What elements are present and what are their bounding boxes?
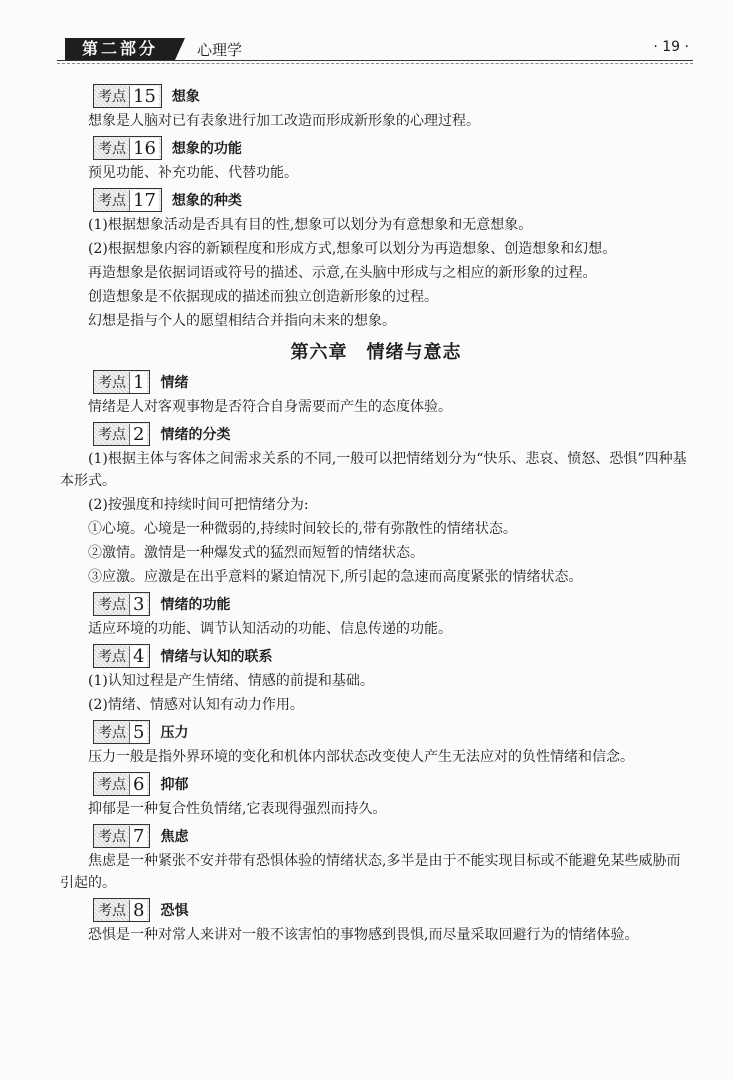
kaodian-badge bbox=[93, 136, 162, 160]
kaodian-title: 焦虑 bbox=[160, 829, 189, 845]
kaodian-heading bbox=[60, 592, 692, 616]
kaodian-badge bbox=[93, 422, 150, 446]
kaodian-badge-label: 考点 bbox=[98, 829, 126, 845]
paragraph: 再造想象是依据词语或符号的描述、示意,在头脑中形成与之相应的新形象的过程。 bbox=[88, 265, 597, 281]
kaodian-badge bbox=[93, 898, 150, 922]
kaodian-title: 情绪与认知的联系 bbox=[160, 649, 273, 665]
paragraph: 预见功能、补充功能、代替功能。 bbox=[88, 165, 298, 181]
kaodian-badge-label: 考点 bbox=[98, 375, 126, 391]
kaodian-heading bbox=[60, 136, 692, 160]
kaodian-badge bbox=[93, 370, 150, 394]
kaodian-badge bbox=[93, 188, 162, 212]
kaodian-heading bbox=[60, 188, 692, 212]
kaodian-title: 情绪的功能 bbox=[160, 597, 231, 613]
subject-title: 心理学 bbox=[197, 41, 243, 59]
paragraph: 恐惧是一种对常人来讲对一般不该害怕的事物感到畏惧,而尽量采取回避行为的情绪体验。 bbox=[88, 927, 639, 943]
kaodian-number: 17 bbox=[129, 190, 159, 211]
paragraph: 焦虑是一种紧张不安并带有恐惧体验的情绪状态,多半是由于不能实现目标或不能避免某些威胁而引起的。 bbox=[60, 853, 681, 891]
kaodian-heading bbox=[60, 370, 692, 394]
kaodian-heading bbox=[60, 824, 692, 848]
paragraph: (2)根据想象内容的新颖程度和形成方式,想象可以划分为再造想象、创造想象和幻想。 bbox=[88, 241, 617, 257]
kaodian-heading bbox=[60, 644, 692, 668]
paragraph: ③应激。应激是在出乎意料的紧迫情况下,所引起的急速而高度紧张的情绪状态。 bbox=[88, 569, 583, 585]
kaodian-badge bbox=[93, 84, 162, 108]
kaodian-title: 压力 bbox=[160, 725, 189, 741]
chapter-title: 第六章 情绪与意志 bbox=[290, 342, 462, 363]
kaodian-title: 情绪的分类 bbox=[160, 427, 231, 443]
kaodian-number: 4 bbox=[129, 646, 147, 667]
kaodian-number: 8 bbox=[129, 900, 147, 921]
kaodian-badge-label: 考点 bbox=[98, 141, 126, 157]
kaodian-badge bbox=[93, 720, 150, 744]
kaodian-badge-label: 考点 bbox=[98, 427, 126, 443]
kaodian-badge bbox=[93, 824, 150, 848]
kaodian-title: 恐惧 bbox=[160, 903, 189, 919]
paragraph: 创造想象是不依据现成的描述而独立创造新形象的过程。 bbox=[88, 289, 438, 305]
kaodian-badge-label: 考点 bbox=[98, 777, 126, 793]
kaodian-title: 想象的种类 bbox=[171, 193, 242, 209]
paragraph: 压力一般是指外界环境的变化和机体内部状态改变使人产生无法应对的负性情绪和信念。 bbox=[88, 749, 634, 765]
kaodian-badge-label: 考点 bbox=[98, 597, 126, 613]
kaodian-title: 情绪 bbox=[160, 375, 189, 391]
paragraph: 情绪是人对客观事物是否符合自身需要而产生的态度体验。 bbox=[88, 399, 452, 415]
paragraph: 幻想是指与个人的愿望相结合并指向未来的想象。 bbox=[88, 313, 396, 329]
part-label-notch bbox=[175, 38, 185, 60]
paragraph: (1)认知过程是产生情绪、情感的前提和基础。 bbox=[88, 673, 374, 689]
paragraph: 抑郁是一种复合性负情绪,它表现得强烈而持久。 bbox=[88, 801, 387, 817]
kaodian-heading bbox=[60, 422, 692, 446]
paragraph: 适应环境的功能、调节认知活动的功能、信息传递的功能。 bbox=[88, 621, 452, 637]
page-number: · 19 · bbox=[653, 39, 689, 55]
paragraph: ②激情。激情是一种爆发式的猛烈而短暂的情绪状态。 bbox=[88, 545, 424, 561]
kaodian-number: 1 bbox=[129, 372, 147, 393]
page-content bbox=[60, 80, 692, 946]
kaodian-heading bbox=[60, 772, 692, 796]
kaodian-number: 6 bbox=[129, 774, 147, 795]
kaodian-heading bbox=[60, 898, 692, 922]
kaodian-number: 7 bbox=[129, 826, 147, 847]
paragraph: (2)按强度和持续时间可把情绪分为: bbox=[88, 497, 309, 513]
kaodian-badge bbox=[93, 772, 150, 796]
kaodian-badge bbox=[93, 644, 150, 668]
page-header bbox=[57, 38, 693, 60]
paragraph: 想象是人脑对已有表象进行加工改造而形成新形象的心理过程。 bbox=[88, 113, 480, 129]
kaodian-number: 2 bbox=[129, 424, 147, 445]
paragraph: ①心境。心境是一种微弱的,持续时间较长的,带有弥散性的情绪状态。 bbox=[88, 521, 517, 537]
kaodian-number: 16 bbox=[129, 138, 159, 159]
kaodian-badge-label: 考点 bbox=[98, 193, 126, 209]
paragraph: (1)根据想象活动是否具有目的性,想象可以划分为有意想象和无意想象。 bbox=[88, 217, 533, 233]
kaodian-title: 想象的功能 bbox=[171, 141, 242, 157]
kaodian-badge-label: 考点 bbox=[98, 89, 126, 105]
paragraph: (1)根据主体与客体之间需求关系的不同,一般可以把情绪划分为“快乐、悲哀、愤怒、恐惧”四种基本形式。 bbox=[60, 451, 687, 489]
kaodian-number: 5 bbox=[129, 722, 147, 743]
header-rule-dashed bbox=[57, 63, 693, 64]
kaodian-title: 抑郁 bbox=[160, 777, 189, 793]
kaodian-number: 3 bbox=[129, 594, 147, 615]
paragraph: (2)情绪、情感对认知有动力作用。 bbox=[88, 697, 304, 713]
kaodian-badge-label: 考点 bbox=[98, 649, 126, 665]
kaodian-heading bbox=[60, 84, 692, 108]
kaodian-badge-label: 考点 bbox=[98, 903, 126, 919]
kaodian-title: 想象 bbox=[171, 89, 200, 105]
kaodian-heading bbox=[60, 720, 692, 744]
kaodian-badge-label: 考点 bbox=[98, 725, 126, 741]
part-label: 第二部分 bbox=[65, 38, 175, 60]
header-rule bbox=[57, 60, 693, 61]
kaodian-badge bbox=[93, 592, 150, 616]
kaodian-number: 15 bbox=[129, 86, 159, 107]
